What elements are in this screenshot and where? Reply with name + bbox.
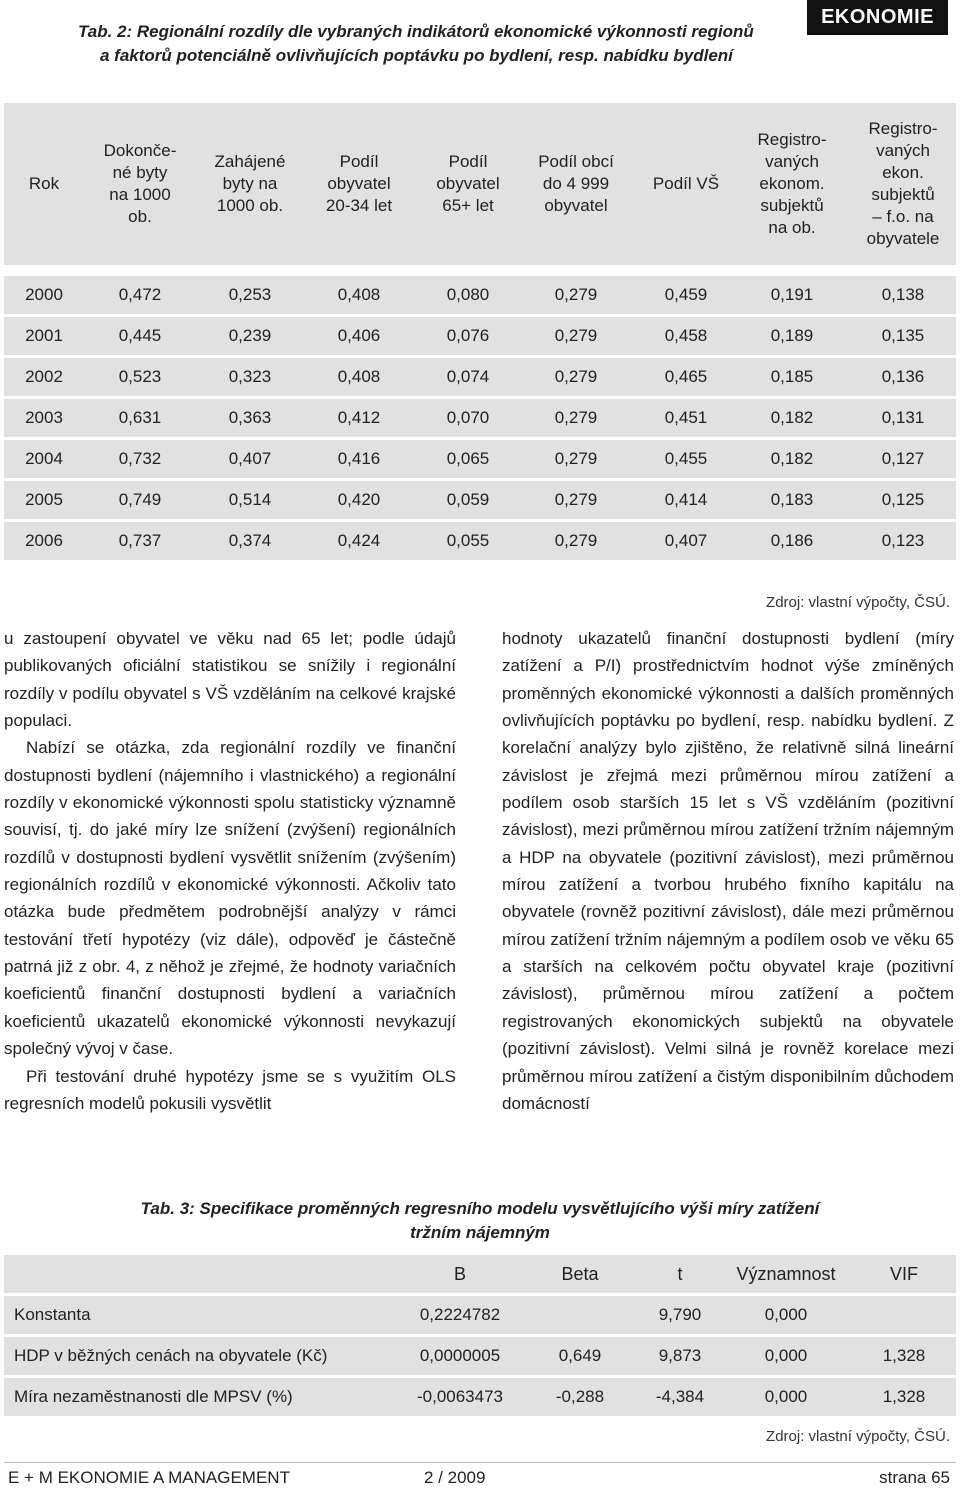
table3-caption-line1: Tab. 3: Specifikace proměnných regresního modelu vysvětlujícího výši míry zatížení: [140, 1199, 820, 1218]
table2-cell: 2002: [25, 367, 63, 386]
table2-header-cell: Podíl obcí do 4 999 obyvatel: [538, 152, 614, 215]
table3-cell: 0,649: [558, 1346, 602, 1365]
table3-cell: -4,384: [655, 1387, 705, 1406]
table2-cell: 0,472: [118, 285, 162, 304]
table3-cell: 0,2224782: [419, 1305, 501, 1324]
table2-cell: 0,076: [446, 326, 490, 345]
table2-cell: 0,279: [554, 531, 598, 550]
table2-cell: 2004: [25, 449, 63, 468]
table2-cell: 2003: [25, 408, 63, 427]
table2-cell: 2005: [25, 490, 63, 509]
table2-cell: 0,183: [770, 490, 814, 509]
table3-source: Zdroj: vlastní výpočty, ČSÚ.: [766, 1428, 950, 1445]
table3-cell: HDP v běžných cenách na obyvatele (Kč): [14, 1346, 328, 1365]
table3-header-cell: Významnost: [736, 1264, 836, 1284]
table2-caption: [78, 20, 938, 68]
table2-cell: 0,514: [228, 490, 272, 509]
footer-issue: 2 / 2009: [424, 1468, 486, 1487]
table3-caption: [0, 1197, 960, 1245]
table2-cell: 0,253: [228, 285, 272, 304]
table2-row: [4, 522, 956, 560]
table2-cell: 0,125: [881, 490, 925, 509]
table2-cell: 0,732: [118, 449, 162, 468]
table3-caption-line2: tržním nájemným: [410, 1223, 550, 1242]
table3-row: [4, 1337, 956, 1375]
table3-cell: Míra nezaměstnanosti dle MPSV (%): [14, 1387, 293, 1406]
table2-cell: 0,465: [664, 367, 708, 386]
table3-header-cell: [4, 1255, 400, 1293]
table2-cell: 0,239: [228, 326, 272, 345]
body-paragraph: Při testování druhé hypotézy jsme se s využitím OLS regresních modelů pokusili vysvětlit: [4, 1066, 456, 1113]
table2-source: Zdroj: vlastní výpočty, ČSÚ.: [766, 594, 950, 611]
table2-header-cell: Registro- vaných ekon. subjektů – f.o. na obyvatele: [866, 119, 940, 248]
table2-header-cell: Dokonče- né byty na 1000 ob.: [103, 141, 177, 226]
table3-header: [4, 1255, 956, 1293]
table2-row: [4, 317, 956, 355]
table3-header-cell: Beta: [561, 1264, 599, 1284]
table3-cell: -0,0063473: [416, 1387, 504, 1406]
table2-cell: 0,127: [881, 449, 925, 468]
table2-cell: 0,458: [664, 326, 708, 345]
table2-cell: 2001: [25, 326, 63, 345]
table2-cell: 0,185: [770, 367, 814, 386]
table2-cell: 0,459: [664, 285, 708, 304]
table2-cell: 0,138: [881, 285, 925, 304]
table2-cell: 0,123: [881, 531, 925, 550]
table2-cell: 0,279: [554, 367, 598, 386]
table3-cell: Konstanta: [14, 1305, 91, 1324]
table2-cell: 0,406: [337, 326, 381, 345]
table2-caption-line2: a faktorů potenciálně ovlivňujících poptávku po bydlení, resp. nabídku bydlení: [100, 46, 733, 65]
table2-cell: 0,186: [770, 531, 814, 550]
table3-row: [4, 1378, 956, 1416]
body-paragraph: Nabízí se otázka, zda regionální rozdíly ve finanční dostupnosti bydlení (nájemního i vlastnického) a regionální rozdíly v ekonomické výkonnosti spolu statisticky významně souvisí, tj. do jaké míry lze snížení (zvýšení) regionálních rozdílů v dostupnosti bydlení vysvětlit snížením (zvýšením) regionálních rozdílů v ekonomické výkonnosti. Ačkoliv tato otázka bude předmětem podrobnější analýzy v rámci testování třetí hypotézy (viz dále), odpověď je částečně patrná již z obr. 4, z něhož je zřejmé, že hodnoty variačních koeficientů finanční dostupnosti bydlení a variačních koeficientů ukazatelů ekonomické výkonnosti nevykazují společný vývoj v čase.: [4, 738, 456, 1059]
table2-header-cell: Podíl VŠ: [652, 174, 720, 193]
table2-cell: 0,407: [228, 449, 272, 468]
table2-cell: 0,131: [881, 408, 925, 427]
table2-cell: 0,737: [118, 531, 162, 550]
table2-caption-line1: Tab. 2: Regionální rozdíly dle vybraných indikátorů ekonomické výkonnosti regionů: [78, 22, 754, 41]
table2-cell: 0,279: [554, 449, 598, 468]
table3-header-cell: B: [453, 1264, 466, 1284]
table2-cell: 0,631: [118, 408, 162, 427]
table2-cell: 0,407: [664, 531, 708, 550]
table2-cell: 0,424: [337, 531, 381, 550]
table3-cell: [852, 1296, 956, 1334]
table2-cell: 0,451: [664, 408, 708, 427]
body-column-left: [4, 625, 456, 1117]
table3-cell: 9,873: [658, 1346, 702, 1365]
table3-cell: -0,288: [555, 1387, 605, 1406]
body-paragraph: u zastoupení obyvatel ve věku nad 65 let; podle údajů publikovaných oficiální statistikou se snížily i regionální rozdíly v podílu obyvatel s VŠ vzděláním na celkové krajské populaci.: [4, 629, 456, 731]
table2-cell: 0,363: [228, 408, 272, 427]
table2-cell: 0,136: [881, 367, 925, 386]
table2-cell: 0,059: [446, 490, 490, 509]
table2-row: [4, 399, 956, 437]
table2-cell: 0,065: [446, 449, 490, 468]
table3-header-cell: t: [677, 1264, 683, 1284]
table2-header-cell: Podíl obyvatel 20-34 let: [325, 152, 393, 215]
table3-cell: 0,000: [764, 1387, 808, 1406]
table2-cell: 0,279: [554, 285, 598, 304]
table2-cell: 0,074: [446, 367, 490, 386]
table3-cell: 1,328: [882, 1387, 926, 1406]
table2-cell: 0,070: [446, 408, 490, 427]
table2-cell: 0,408: [337, 367, 381, 386]
table2-cell: 0,191: [770, 285, 814, 304]
footer-page-number: strana 65: [879, 1468, 950, 1487]
body-paragraph: hodnoty ukazatelů finanční dostupnosti bydlení (míry zatížení a P/I) prostřednictvím hodnot výše zmíněných proměnných ekonomické výkonnosti a dalších proměnných ovlivňujících poptávku po bydlení, resp. nabídku bydlení. Z korelační analýzy bylo zjištěno, že relativně silná lineární závislost je zřejmá mezi průměrnou mírou zatížení a podílem osob starších 15 let s VŠ vzděláním (pozitivní závislost), mezi průměrnou mírou zatížení tržním nájemným a HDP na obyvatele (pozitivní závislost), mezi průměrnou mírou zatížení a tvorbou hrubého fixního kapitálu na obyvatele (rovněž pozitivní závislost), dále mezi průměrnou mírou zatížení tržním nájemným a podílem osob ve věku 65 a starších na celkovém počtu obyvatel kraje (pozitivní závislost), průměrnou mírou zatížení a počtem registrovaných ekonomických subjektů na obyvatele (pozitivní závislost). Velmi silná je rovněž korelace mezi průměrnou mírou zatížení a čistým disponibilním důchodem domácností: [502, 629, 954, 1113]
table2-cell: 0,279: [554, 490, 598, 509]
table2-cell: 0,523: [118, 367, 162, 386]
table2-cell: 2000: [25, 285, 63, 304]
table2-cell: 0,749: [118, 490, 162, 509]
table2-header-cell: Zahájené byty na 1000 ob.: [214, 152, 286, 215]
table2-cell: 0,412: [337, 408, 381, 427]
table2-cell: 0,323: [228, 367, 272, 386]
table2-row: [4, 481, 956, 519]
table2-cell: 0,055: [446, 531, 490, 550]
page-footer: [4, 1462, 956, 1494]
table2-cell: 0,182: [770, 408, 814, 427]
table2-header: [4, 103, 956, 265]
table3-cell: 9,790: [658, 1305, 702, 1324]
table2-cell: 0,135: [881, 326, 925, 345]
table2-cell: 0,414: [664, 490, 708, 509]
table2-cell: 2006: [25, 531, 63, 550]
table2-header-cell: Registro- vaných ekonom. subjektů na ob.: [757, 130, 827, 237]
table2-row: [4, 440, 956, 478]
footer-journal: E + M EKONOMIE A MANAGEMENT: [8, 1468, 290, 1487]
table2-row: [4, 358, 956, 396]
body-column-right: [502, 625, 954, 1117]
table3-header-cell: VIF: [889, 1264, 918, 1284]
table2-cell: 0,420: [337, 490, 381, 509]
table3-cell: 0,000: [764, 1346, 808, 1365]
table2-cell: 0,189: [770, 326, 814, 345]
table2-header-cell: Podíl obyvatel 65+ let: [436, 152, 500, 215]
table2-cell: 0,080: [446, 285, 490, 304]
table3-cell: 1,328: [882, 1346, 926, 1365]
table3-cell: 0,0000005: [419, 1346, 501, 1365]
table2-header-cell: Rok: [28, 174, 60, 193]
table3-cell: [520, 1296, 640, 1334]
table2-cell: 0,416: [337, 449, 381, 468]
table2-cell: 0,279: [554, 326, 598, 345]
table2-cell: 0,408: [337, 285, 381, 304]
table3-row: [4, 1296, 956, 1334]
table2-cell: 0,455: [664, 449, 708, 468]
table2-cell: 0,445: [118, 326, 162, 345]
section-tag: EKONOMIE: [807, 0, 948, 35]
table2-cell: 0,182: [770, 449, 814, 468]
table2-cell: 0,374: [228, 531, 272, 550]
table2-row: [4, 276, 956, 314]
table2-cell: 0,279: [554, 408, 598, 427]
table3-cell: 0,000: [764, 1305, 808, 1324]
